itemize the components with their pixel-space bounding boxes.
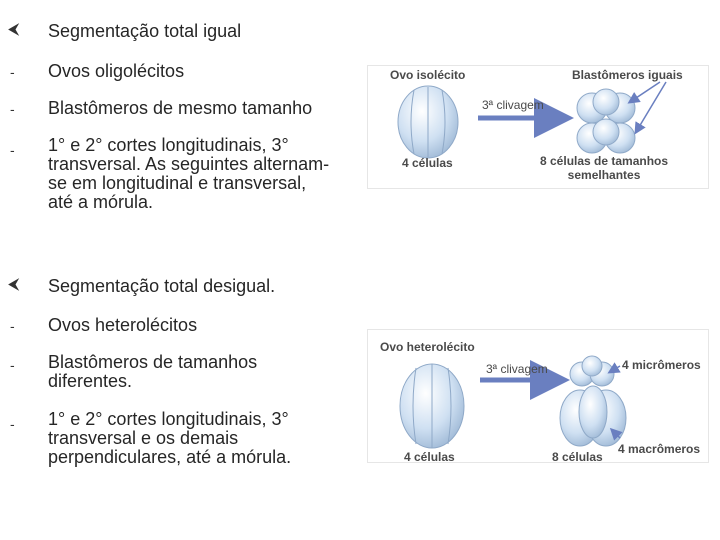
right-cells-label: 8 células: [552, 450, 603, 464]
section2-item: Blastômeros de tamanhos diferentes.: [48, 352, 258, 391]
figure-heterolecithal: [368, 330, 708, 462]
blastomeres-label: Blastômeros iguais: [572, 68, 683, 82]
eight-cell-embryo: [577, 89, 635, 153]
dash-bullet: -: [10, 357, 15, 373]
cleavage-label: 3ª clivagem: [482, 98, 544, 112]
section1-item: 1° e 2° cortes longitudinais, 3° transversal. As seguintes alternam- se em longitudinal e transversal, até a mórula.: [48, 135, 330, 212]
dash-bullet: -: [10, 64, 15, 80]
micromeres-label: 4 micrômeros: [622, 358, 701, 372]
figure-isolecithal: [368, 66, 708, 188]
section1-item: Blastômeros de mesmo tamanho: [48, 98, 313, 118]
dash-bullet: -: [10, 318, 15, 334]
right-cells-label: 8 células de tamanhos semelhantes: [540, 154, 669, 182]
left-cells-label: 4 células: [402, 156, 453, 170]
dash-bullet: -: [10, 101, 15, 117]
arrow-bullet-icon: ⮜: [8, 276, 20, 293]
egg-label: Ovo heterolécito: [380, 340, 475, 354]
section1-heading: Segmentação total igual: [48, 21, 242, 41]
left-cells-label: 4 células: [404, 450, 455, 464]
section2-heading: Segmentação total desigual.: [48, 276, 276, 296]
section2-item: Ovos heterolécitos: [48, 315, 198, 335]
macromeres-label: 4 macrômeros: [618, 442, 701, 456]
arrow-bullet-icon: ⮜: [8, 21, 20, 38]
section2-item: 1° e 2° cortes longitudinais, 3° transversal e os demais perpendiculares, até a mórula.: [48, 409, 292, 467]
cleavage-label: 3ª clivagem: [486, 362, 548, 376]
pointer-arrow: [636, 82, 666, 132]
four-cell-egg: [400, 364, 464, 448]
section1-item: Ovos oligolécitos: [48, 61, 185, 81]
eight-cell-embryo: [560, 356, 626, 446]
egg-label: Ovo isolécito: [390, 68, 466, 82]
dash-bullet: -: [10, 416, 15, 432]
four-cell-egg: [398, 86, 458, 158]
dash-bullet: -: [10, 142, 15, 158]
